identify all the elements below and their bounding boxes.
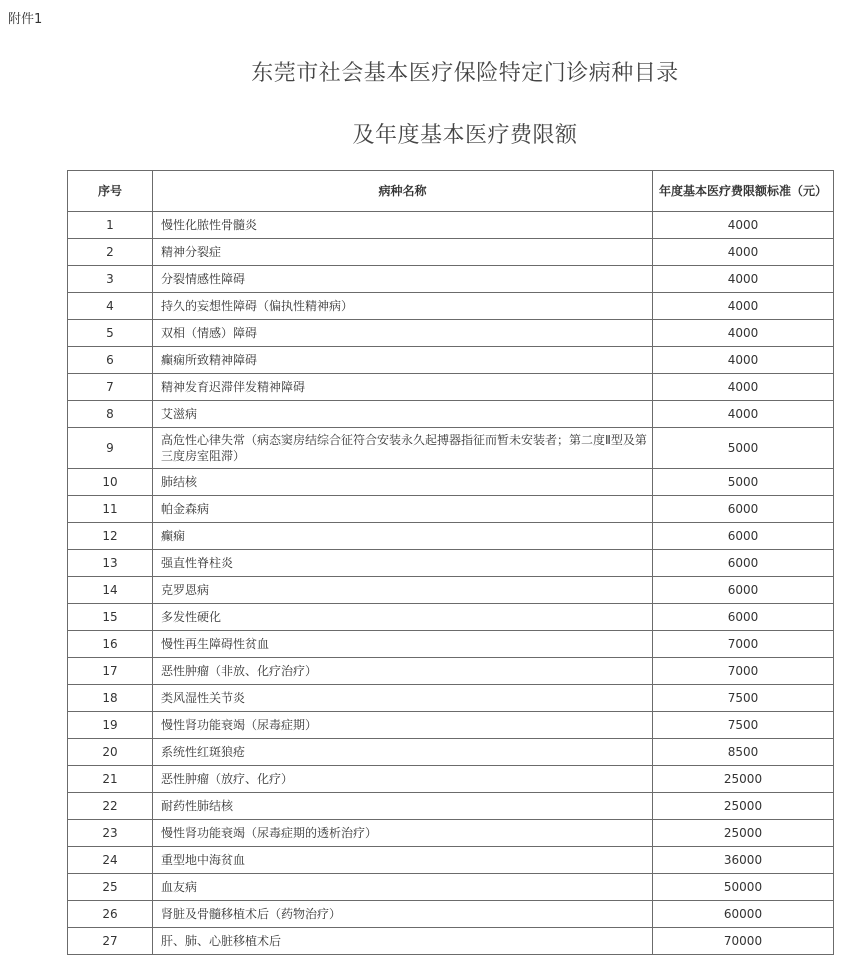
table-header-row	[68, 171, 834, 212]
header-index: 序号	[68, 171, 153, 212]
row-index: 16	[68, 631, 153, 658]
document-title-line1: 东莞市社会基本医疗保险特定门诊病种目录	[251, 61, 679, 86]
row-disease-name: 精神发育迟滞伴发精神障碍	[153, 374, 653, 401]
attachment-label: 附件1	[8, 12, 43, 27]
row-annual-limit: 4000	[653, 266, 834, 293]
row-disease-name: 帕金森病	[153, 496, 653, 523]
table-row	[68, 550, 834, 577]
row-disease-name: 恶性肿瘤（放疗、化疗）	[153, 766, 653, 793]
row-index: 9	[68, 428, 153, 469]
row-index: 24	[68, 847, 153, 874]
row-annual-limit: 4000	[653, 374, 834, 401]
row-disease-name: 双相（情感）障碍	[153, 320, 653, 347]
row-disease-name: 血友病	[153, 874, 653, 901]
table-row	[68, 428, 834, 469]
row-index: 25	[68, 874, 153, 901]
table-row	[68, 874, 834, 901]
table-row	[68, 401, 834, 428]
row-disease-name: 慢性再生障碍性贫血	[153, 631, 653, 658]
table-row	[68, 658, 834, 685]
row-index: 17	[68, 658, 153, 685]
table-row	[68, 320, 834, 347]
row-index: 13	[68, 550, 153, 577]
table-row	[68, 577, 834, 604]
table-row	[68, 469, 834, 496]
row-disease-name: 肝、肺、心脏移植术后	[153, 928, 653, 955]
table-row	[68, 239, 834, 266]
row-index: 18	[68, 685, 153, 712]
row-disease-name: 恶性肿瘤（非放、化疗治疗）	[153, 658, 653, 685]
row-annual-limit: 5000	[653, 428, 834, 469]
row-index: 14	[68, 577, 153, 604]
table-row	[68, 266, 834, 293]
table-row	[68, 604, 834, 631]
row-disease-name: 克罗恩病	[153, 577, 653, 604]
table-row	[68, 496, 834, 523]
row-annual-limit: 25000	[653, 766, 834, 793]
row-disease-name: 慢性化脓性骨髓炎	[153, 212, 653, 239]
row-annual-limit: 60000	[653, 901, 834, 928]
table-row	[68, 793, 834, 820]
table-row	[68, 901, 834, 928]
row-annual-limit: 70000	[653, 928, 834, 955]
table-row	[68, 212, 834, 239]
table-row	[68, 631, 834, 658]
row-index: 3	[68, 266, 153, 293]
row-annual-limit: 4000	[653, 239, 834, 266]
row-annual-limit: 4000	[653, 212, 834, 239]
row-index: 27	[68, 928, 153, 955]
row-index: 2	[68, 239, 153, 266]
row-disease-name: 多发性硬化	[153, 604, 653, 631]
row-index: 20	[68, 739, 153, 766]
row-disease-name: 类风湿性关节炎	[153, 685, 653, 712]
row-annual-limit: 25000	[653, 793, 834, 820]
row-annual-limit: 6000	[653, 496, 834, 523]
row-disease-name: 高危性心律失常（病态窦房结综合征符合安装永久起搏器指征而暂未安装者；第二度Ⅱ型及第三度房室阻滞）	[153, 428, 653, 469]
disease-limit-table	[67, 170, 834, 955]
row-disease-name: 肾脏及骨髓移植术后（药物治疗）	[153, 901, 653, 928]
table-row	[68, 712, 834, 739]
header-annual-limit: 年度基本医疗费限额标准（元）	[653, 171, 834, 212]
row-annual-limit: 7500	[653, 685, 834, 712]
row-annual-limit: 6000	[653, 577, 834, 604]
row-index: 1	[68, 212, 153, 239]
table-row	[68, 293, 834, 320]
table-row	[68, 820, 834, 847]
row-annual-limit: 7000	[653, 658, 834, 685]
row-disease-name: 精神分裂症	[153, 239, 653, 266]
row-annual-limit: 36000	[653, 847, 834, 874]
row-annual-limit: 6000	[653, 604, 834, 631]
row-index: 6	[68, 347, 153, 374]
table-row	[68, 523, 834, 550]
row-disease-name: 重型地中海贫血	[153, 847, 653, 874]
row-annual-limit: 25000	[653, 820, 834, 847]
row-index: 19	[68, 712, 153, 739]
row-index: 5	[68, 320, 153, 347]
row-annual-limit: 4000	[653, 347, 834, 374]
row-disease-name: 艾滋病	[153, 401, 653, 428]
table-row	[68, 739, 834, 766]
row-index: 11	[68, 496, 153, 523]
row-disease-name: 系统性红斑狼疮	[153, 739, 653, 766]
row-index: 8	[68, 401, 153, 428]
table-row	[68, 928, 834, 955]
table-row	[68, 347, 834, 374]
document-title-line2: 及年度基本医疗费限额	[352, 123, 578, 148]
row-index: 26	[68, 901, 153, 928]
row-annual-limit: 6000	[653, 550, 834, 577]
row-index: 23	[68, 820, 153, 847]
row-index: 7	[68, 374, 153, 401]
row-annual-limit: 6000	[653, 523, 834, 550]
table-row	[68, 374, 834, 401]
row-disease-name: 耐药性肺结核	[153, 793, 653, 820]
row-annual-limit: 4000	[653, 401, 834, 428]
row-annual-limit: 4000	[653, 320, 834, 347]
row-disease-name: 强直性脊柱炎	[153, 550, 653, 577]
row-index: 15	[68, 604, 153, 631]
row-disease-name: 慢性肾功能衰竭（尿毒症期）	[153, 712, 653, 739]
table-row	[68, 685, 834, 712]
row-disease-name: 分裂情感性障碍	[153, 266, 653, 293]
row-disease-name: 慢性肾功能衰竭（尿毒症期的透析治疗）	[153, 820, 653, 847]
row-annual-limit: 7000	[653, 631, 834, 658]
table-row	[68, 847, 834, 874]
row-index: 21	[68, 766, 153, 793]
row-annual-limit: 50000	[653, 874, 834, 901]
row-annual-limit: 5000	[653, 469, 834, 496]
row-disease-name: 持久的妄想性障碍（偏执性精神病）	[153, 293, 653, 320]
row-annual-limit: 7500	[653, 712, 834, 739]
row-index: 22	[68, 793, 153, 820]
row-annual-limit: 8500	[653, 739, 834, 766]
row-index: 4	[68, 293, 153, 320]
header-disease-name: 病种名称	[153, 171, 653, 212]
row-annual-limit: 4000	[653, 293, 834, 320]
table-row	[68, 766, 834, 793]
row-disease-name: 癫痫	[153, 523, 653, 550]
row-disease-name: 肺结核	[153, 469, 653, 496]
row-disease-name: 癫痫所致精神障碍	[153, 347, 653, 374]
row-index: 10	[68, 469, 153, 496]
row-index: 12	[68, 523, 153, 550]
